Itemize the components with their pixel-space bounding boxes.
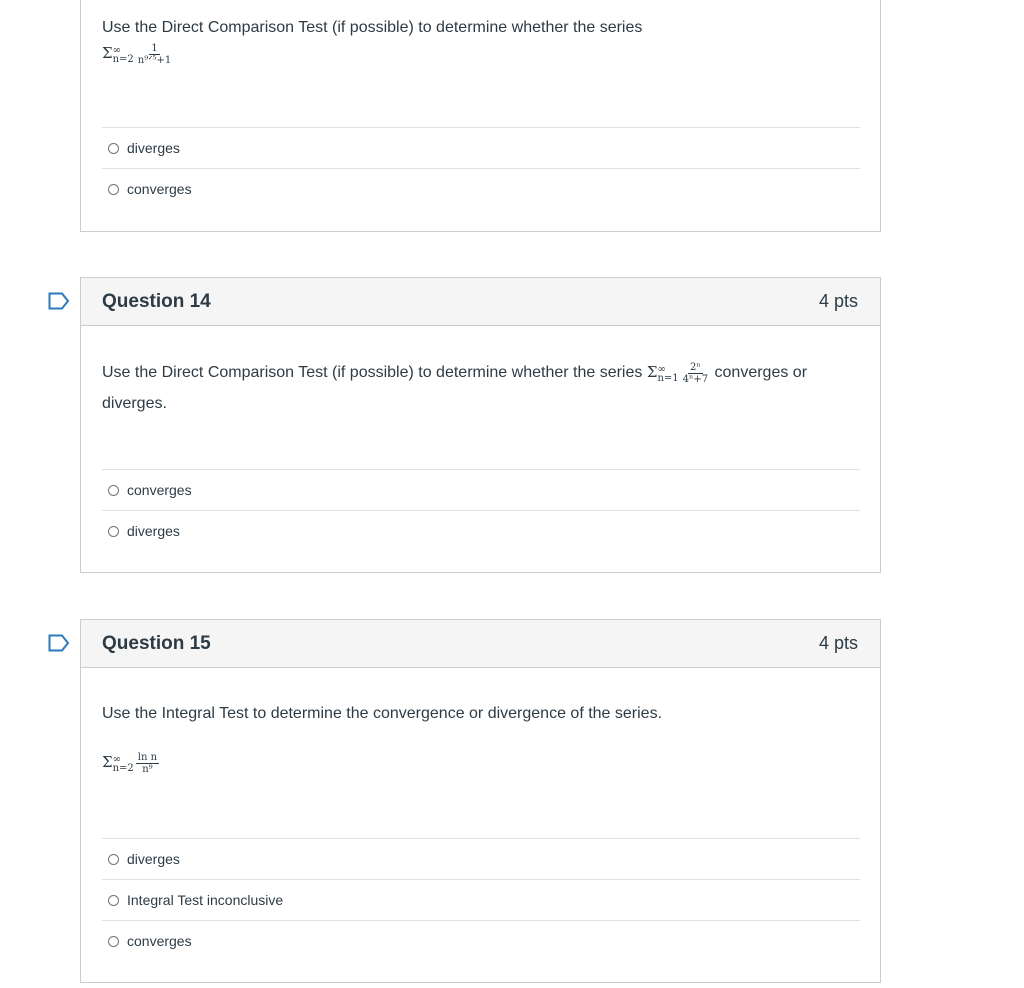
answer-list (102, 127, 860, 209)
question-15-prompt: Use the Integral Test to determine the convergence or divergence of the series. (102, 705, 663, 722)
question-points: 4 pts (818, 291, 858, 311)
question-title: Question 14 (102, 290, 211, 312)
answer-label: converges (127, 482, 192, 498)
question-title: Question 15 (102, 632, 211, 654)
answer-option[interactable] (102, 510, 860, 551)
radio-button-icon[interactable] (108, 936, 119, 947)
answer-label: converges (127, 933, 192, 949)
radio-button-icon[interactable] (108, 184, 119, 195)
fraction-numerator: 2ⁿ (690, 362, 701, 373)
fraction-numerator: 1 (151, 43, 158, 54)
fraction (136, 752, 159, 775)
answer-label: converges (127, 181, 192, 197)
answer-label: Integral Test inconclusive (127, 892, 284, 908)
radio-button-icon[interactable] (108, 895, 119, 906)
answer-option[interactable] (102, 127, 860, 168)
fraction (136, 43, 173, 66)
question-13-formula (102, 43, 173, 66)
answer-list (102, 838, 860, 961)
question-14-formula (646, 362, 710, 385)
answer-list (102, 469, 860, 551)
radio-button-icon[interactable] (108, 143, 119, 154)
sum-lower: n=2 (112, 53, 134, 65)
answer-option[interactable] (102, 879, 860, 920)
answer-label: diverges (127, 523, 180, 539)
question-points: 4 pts (818, 633, 858, 653)
question-14-card (80, 277, 881, 573)
sum-symbol: Σ (102, 753, 113, 771)
flag-question-icon[interactable] (48, 634, 70, 652)
fraction-numerator: ln n (137, 752, 158, 763)
question-14-prompt-end: converges or (714, 364, 808, 381)
sum-upper: ∞ (112, 753, 121, 765)
answer-option[interactable] (102, 838, 860, 879)
answer-option[interactable] (102, 168, 860, 209)
sum-upper: ∞ (657, 363, 666, 375)
fraction-denominator: n⁹ (142, 764, 153, 775)
radio-button-icon[interactable] (108, 485, 119, 496)
question-14-text (102, 362, 807, 385)
question-15-text (102, 705, 662, 723)
fraction (681, 362, 710, 385)
question-14-prompt: Use the Direct Comparison Test (if possible) to determine whether the series (102, 364, 643, 381)
question-14-prompt-line2: diverges. (102, 395, 167, 412)
question-15-formula (102, 752, 159, 775)
answer-option[interactable] (102, 920, 860, 961)
question-14-text-line2 (102, 395, 167, 413)
fraction-denominator: 4ⁿ+7 (682, 374, 709, 385)
question-14-header (81, 278, 880, 326)
radio-button-icon[interactable] (108, 526, 119, 537)
question-15-header (81, 620, 880, 668)
sum-lower: n=2 (112, 762, 134, 774)
sum-symbol: Σ (102, 44, 113, 62)
sum-lower: n=1 (657, 372, 679, 384)
question-13-prompt: Use the Direct Comparison Test (if possible) to determine whether the series (102, 19, 643, 36)
question-15-card (80, 619, 881, 983)
answer-label: diverges (127, 140, 180, 156)
fraction-denominator: n⁹ᐟ⁵+1 (137, 55, 172, 66)
question-13-card (80, 0, 881, 232)
question-13-text (102, 19, 642, 37)
sum-symbol: Σ (646, 363, 658, 381)
sum-upper: ∞ (112, 44, 121, 56)
answer-option[interactable] (102, 469, 860, 510)
radio-button-icon[interactable] (108, 854, 119, 865)
flag-question-icon[interactable] (48, 292, 70, 310)
answer-label: diverges (127, 851, 180, 867)
